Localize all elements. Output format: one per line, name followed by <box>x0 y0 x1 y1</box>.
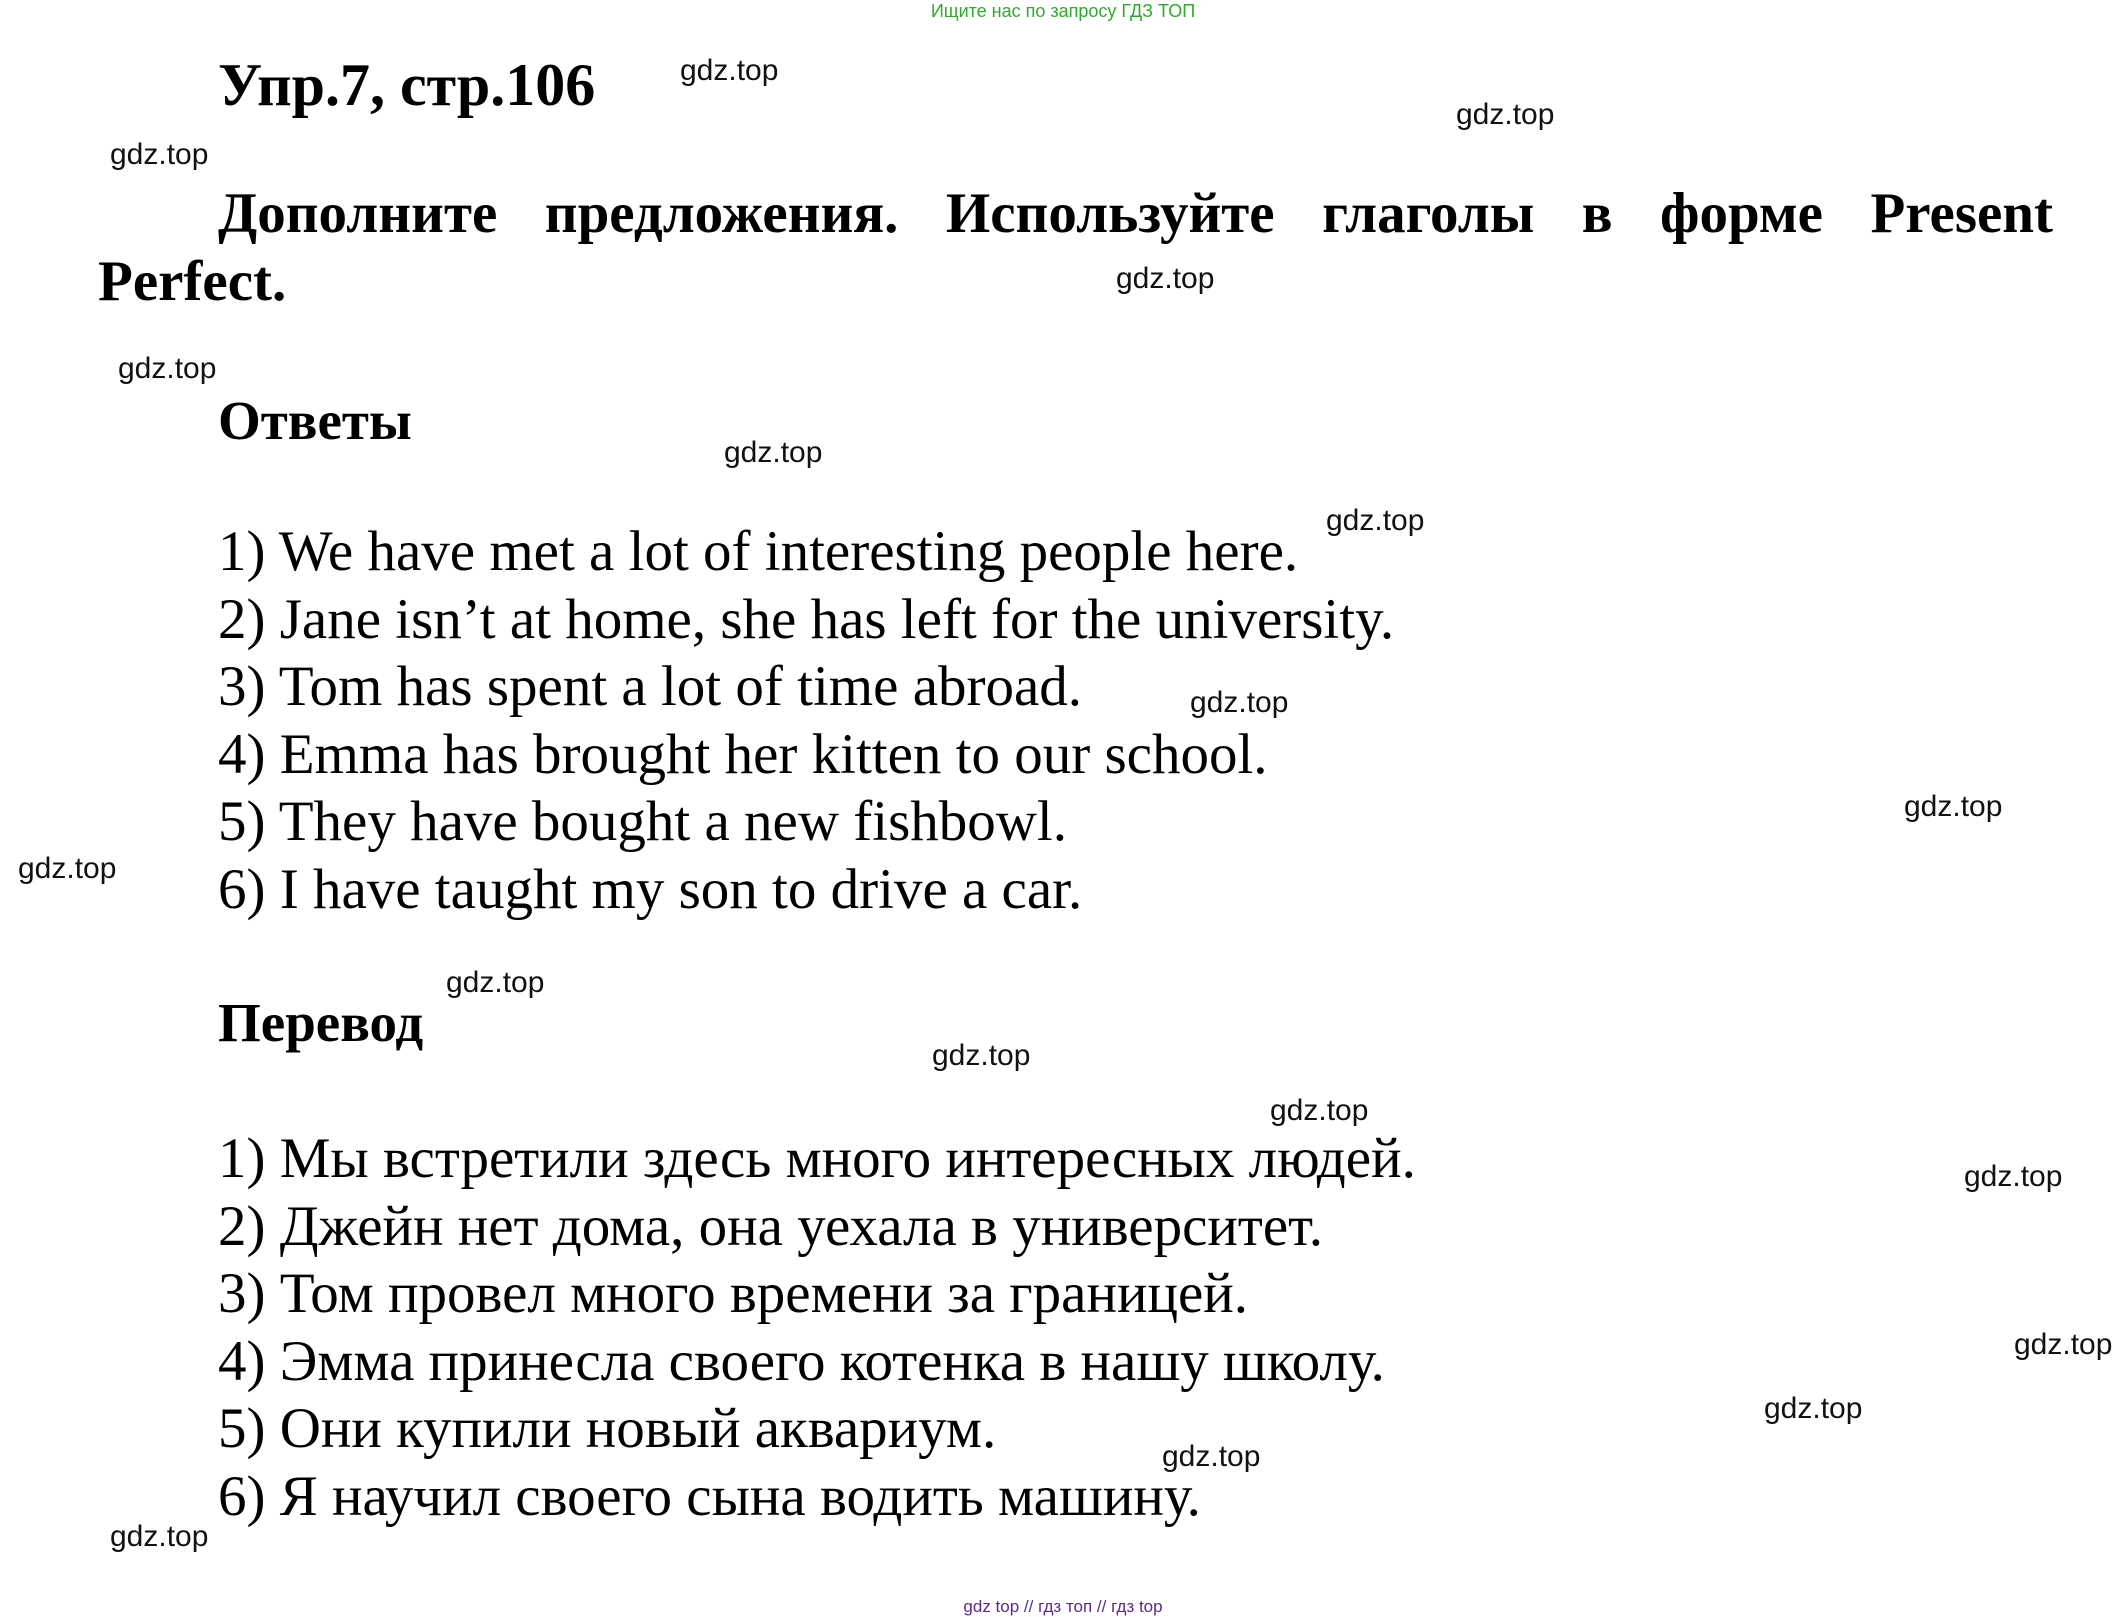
answer-line-6: 6) I have taught my son to drive a car. <box>218 857 1083 921</box>
translation-line-1: 1) Мы встретили здесь много интересных людей. <box>218 1127 1416 1190</box>
watermark: gdz.top <box>1964 1160 2063 1193</box>
exercise-title: Упр.7, стр.106 <box>218 52 596 118</box>
watermark: gdz.top <box>724 436 823 469</box>
watermark: gdz.top <box>680 54 779 87</box>
watermark: gdz.top <box>1190 686 1289 719</box>
translation-line-5: 5) Они купили новый аквариум. <box>218 1397 997 1460</box>
watermark: gdz.top <box>1116 262 1215 295</box>
answer-line-2: 2) Jane isn’t at home, she has left for the university. <box>218 587 1395 651</box>
watermark: gdz.top <box>446 966 545 999</box>
watermark: gdz.top <box>118 352 217 385</box>
answers-list <box>218 518 1394 923</box>
footer-links[interactable]: gdz top // гдз топ // гдз top <box>963 1597 1163 1616</box>
top-banner-link[interactable]: Ищите нас по запросу ГДЗ ТОП <box>930 1 1196 21</box>
watermark: gdz.top <box>1326 504 1425 537</box>
watermark: gdz.top <box>1162 1440 1261 1473</box>
task-instructions: Дополните предложения. Используйте глаголы в форме Present Perfect. <box>98 182 2053 313</box>
translation-line-6: 6) Я научил своего сына водить машину. <box>218 1464 1201 1528</box>
answer-line-4: 4) Emma has brought her kitten to our school. <box>218 722 1268 786</box>
watermark: gdz.top <box>110 138 209 171</box>
watermark: gdz.top <box>1904 790 2003 823</box>
translation-heading: Перевод <box>218 992 424 1053</box>
translation-line-3: 3) Том провел много времени за границей. <box>218 1262 1249 1325</box>
watermark: gdz.top <box>1270 1094 1369 1127</box>
watermark: gdz.top <box>2014 1328 2113 1361</box>
watermark: gdz.top <box>932 1039 1031 1072</box>
answers-heading: Ответы <box>218 390 412 451</box>
watermark: gdz.top <box>18 852 117 885</box>
answer-line-5: 5) They have bought a new fishbowl. <box>218 790 1068 853</box>
answer-line-1: 1) We have met a lot of interesting people here. <box>218 520 1299 583</box>
watermark: gdz.top <box>110 1520 209 1553</box>
watermark: gdz.top <box>1764 1392 1863 1425</box>
watermark: gdz.top <box>1456 98 1555 131</box>
translation-line-2: 2) Джейн нет дома, она уехала в университет. <box>218 1194 1323 1258</box>
translation-line-4: 4) Эмма принесла своего котенка в нашу школу. <box>218 1329 1385 1393</box>
answer-line-3: 3) Tom has spent a lot of time abroad. <box>218 655 1083 718</box>
